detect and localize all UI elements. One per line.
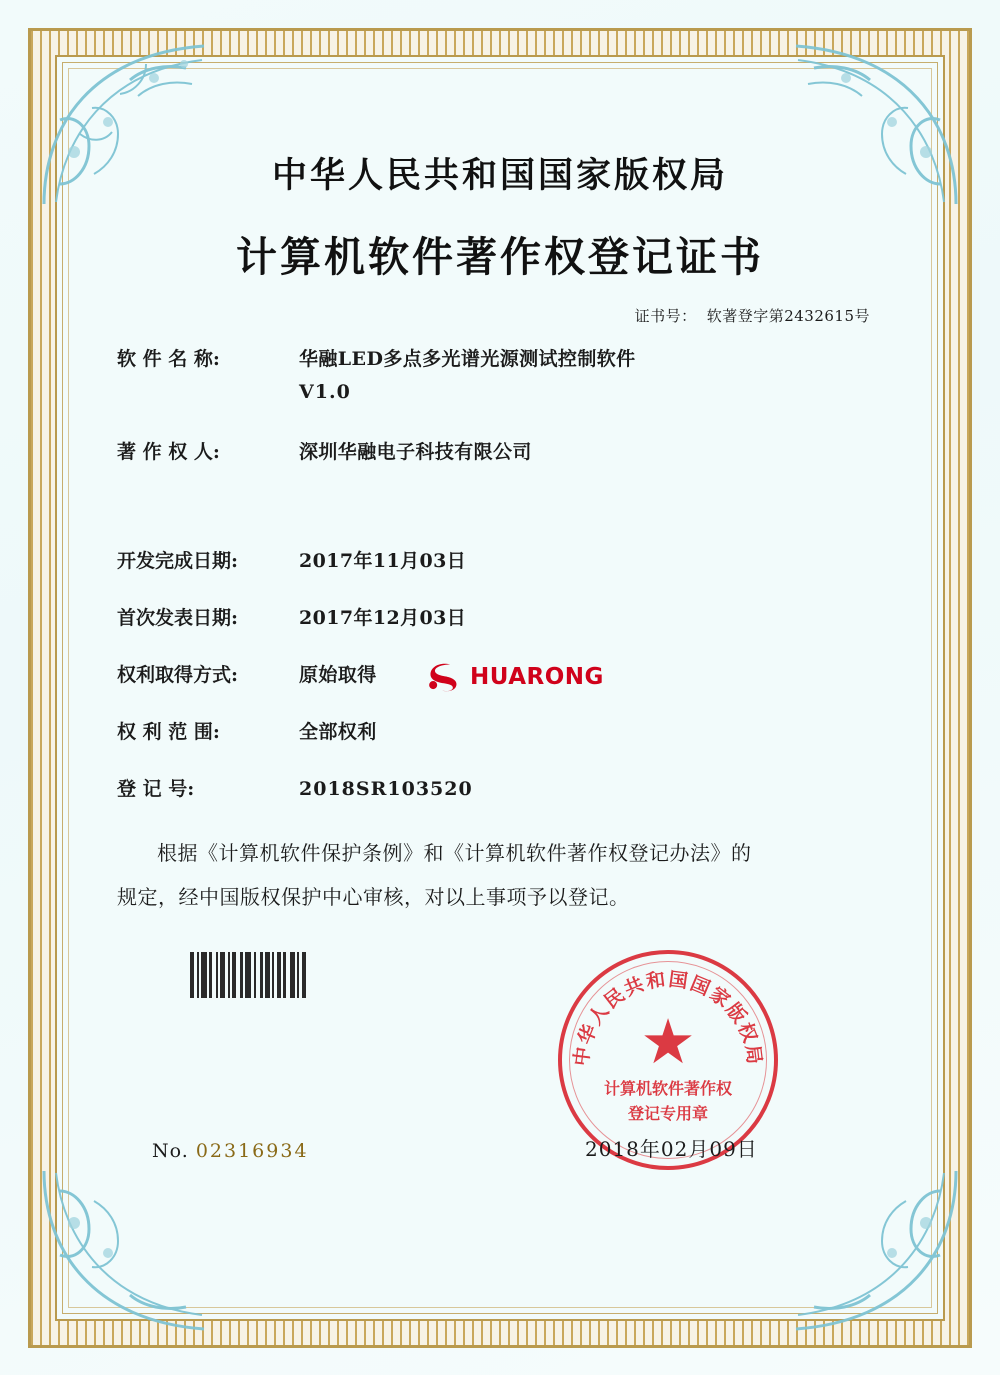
field-label: 权 利 范 围: — [117, 721, 220, 743]
issue-date: 2018年02月09日 — [585, 1137, 758, 1161]
seal-line-2: 登记专用章 — [627, 1104, 708, 1123]
registration-barcode — [190, 952, 318, 998]
seal-line-1: 计算机软件著作权 — [603, 1079, 732, 1098]
huarong-logo — [425, 660, 604, 694]
field-rights-scope — [117, 717, 905, 744]
seal-star-icon: ★ — [640, 1009, 696, 1078]
spacer — [117, 490, 905, 516]
field-label: 登 记 号: — [117, 778, 195, 800]
certificate-number-value: 软著登字第2432615号 — [706, 307, 870, 325]
field-label: 首次发表日期: — [117, 607, 239, 629]
field-registration-number — [117, 774, 905, 801]
huarong-logo-text: HUARONG — [470, 664, 604, 690]
field-copyright-owner — [117, 437, 905, 464]
field-software-name — [117, 344, 905, 371]
serial-label: No. — [152, 1140, 189, 1162]
field-value: 深圳华融电子科技有限公司 — [299, 441, 532, 463]
certificate-main-title: 计算机软件著作权登记证书 — [236, 233, 764, 281]
field-label: 权利取得方式: — [117, 664, 239, 686]
field-value: 华融LED多点多光谱光源测试控制软件 — [299, 348, 636, 370]
certificate-number — [95, 305, 905, 326]
field-label: 著 作 权 人: — [117, 441, 220, 463]
legal-statement — [95, 831, 905, 919]
field-value: 全部权利 — [299, 721, 377, 743]
legal-statement-line-2: 规定，经中国版权保护中心审核，对以上事项予以登记。 — [117, 885, 630, 909]
field-label: 软 件 名 称: — [117, 348, 220, 370]
certificate-number-label: 证书号： — [634, 307, 697, 325]
field-software-version: V1.0 — [299, 381, 351, 403]
certificate-fields — [95, 344, 905, 801]
huarong-swirl-icon — [425, 660, 461, 694]
serial-value: 02316934 — [195, 1140, 309, 1162]
certificate-content — [95, 120, 905, 919]
seal-arc-label: 中华人民共和国国家版权局 — [570, 968, 766, 1068]
issuer-title: 中华人民共和国国家版权局 — [271, 155, 728, 196]
field-first-publication-date — [117, 603, 905, 630]
field-value: 2017年11月03日 — [299, 550, 467, 572]
legal-statement-line-1: 根据《计算机软件保护条例》和《计算机软件著作权登记办法》的 — [157, 841, 752, 865]
field-label: 开发完成日期: — [117, 550, 239, 572]
field-value: 原始取得 — [299, 664, 377, 686]
field-value: 2017年12月03日 — [299, 607, 467, 629]
serial-number — [152, 1140, 309, 1162]
field-value: 2018SR103520 — [299, 778, 473, 800]
field-development-date — [117, 546, 905, 573]
